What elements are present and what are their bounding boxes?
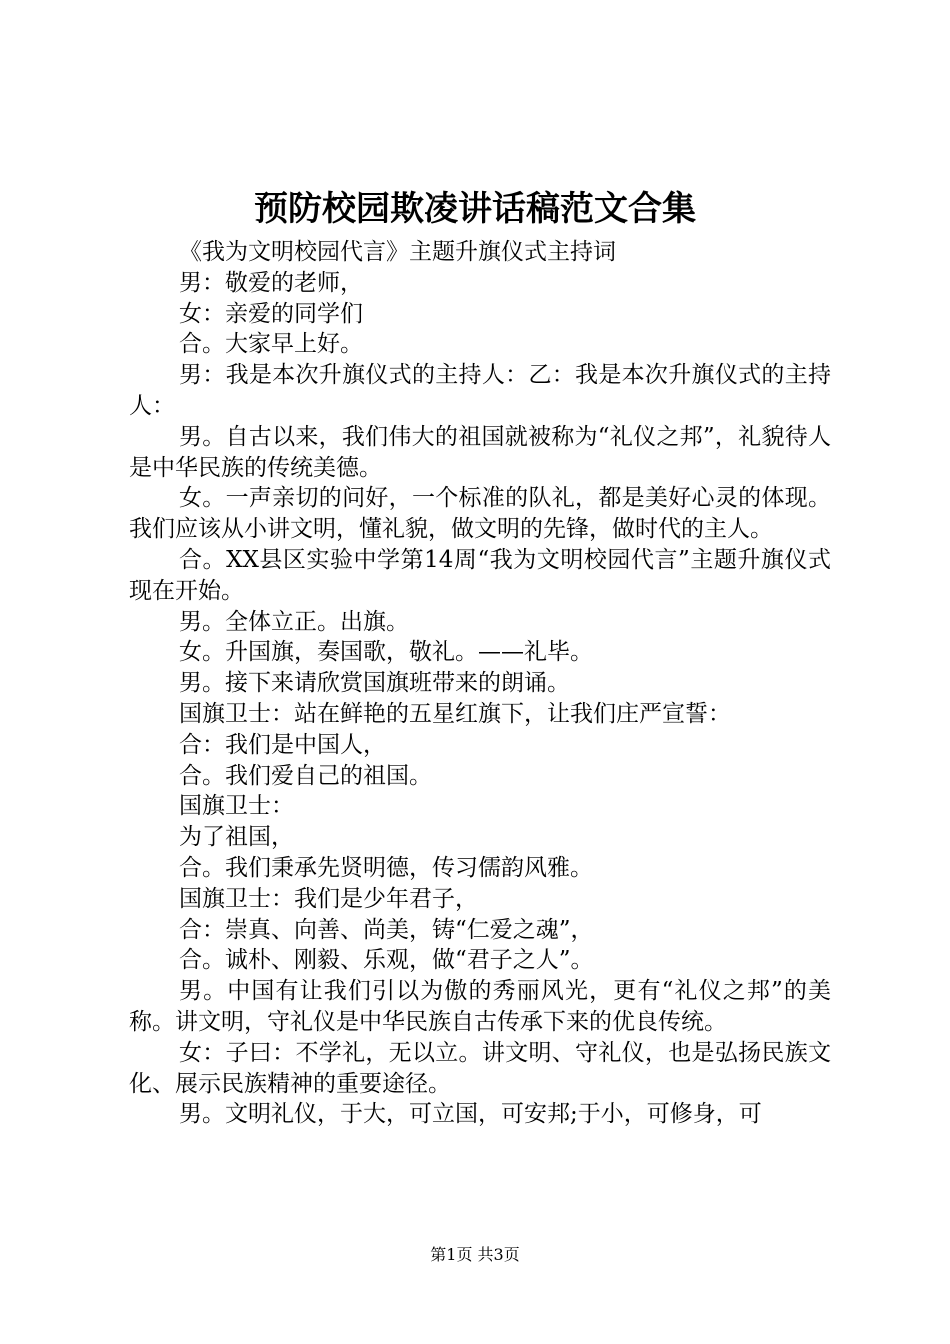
paragraph: 合。我们爱自己的祖国。	[179, 762, 432, 789]
paragraph: 男。自古以来，我们伟大的祖国就被称为“礼仪之邦”，礼貌待人是中华民族的传统美德。	[129, 423, 831, 481]
page-footer	[0, 1244, 950, 1266]
page-title: 预防校园欺凌讲话稿范文合集	[254, 189, 696, 229]
paragraph: 合。XX县区实验中学第14周“我为文明校园代言”主题升旗仪式现在开始。	[129, 546, 831, 604]
paragraph: 男：我是本次升旗仪式的主持人：乙：我是本次升旗仪式的主持人：	[129, 362, 831, 419]
paragraph: 合：崇真、向善、尚美，铸“仁爱之魂”，	[179, 916, 594, 943]
paragraph: 女：亲爱的同学们	[179, 300, 363, 327]
paragraph: 国旗卫士：站在鲜艳的五星红旗下，让我们庄严宣誓：	[179, 700, 731, 727]
paragraph: 合。诚朴、刚毅、乐观，做“君子之人”。	[179, 947, 594, 974]
paragraph: 国旗卫士：我们是少年君子，	[179, 885, 478, 912]
paragraph: 《我为文明校园代言》主题升旗仪式主持词	[179, 239, 616, 265]
paragraph: 男：敬爱的老师，	[179, 269, 363, 296]
page-indicator: 第1页 共3页	[430, 1245, 520, 1264]
paragraph: 合。大家早上好。	[179, 331, 363, 358]
paragraph: 女。升国旗，奏国歌，敬礼。——礼毕。	[179, 639, 593, 666]
paragraph: 为了祖国，	[179, 824, 294, 851]
paragraph: 合。我们秉承先贤明德，传习儒韵风雅。	[179, 854, 593, 881]
paragraph: 合：我们是中国人，	[179, 731, 386, 758]
paragraph: 男。文明礼仪，于大，可立国，可安邦;于小，可修身，可	[179, 1101, 762, 1128]
paragraph: 女：子曰：不学礼，无以立。讲文明、守礼仪，也是弘扬民族文化、展示民族精神的重要途径。	[129, 1039, 831, 1097]
paragraph: 男。中国有让我们引以为傲的秀丽风光，更有“礼仪之邦”的美称。讲文明，守礼仪是中华民族自古传承下来的优良传统。	[129, 978, 831, 1035]
paragraph: 男。全体立正。出旗。	[179, 608, 409, 635]
paragraph: 国旗卫士：	[179, 793, 294, 820]
document-body	[129, 237, 831, 1130]
paragraph: 男。接下来请欣赏国旗班带来的朗诵。	[179, 670, 570, 697]
paragraph: 女。一声亲切的问好，一个标准的队礼，都是美好心灵的体现。我们应该从小讲文明，懂礼貌，做文明的先锋，做时代的主人。	[129, 485, 831, 543]
